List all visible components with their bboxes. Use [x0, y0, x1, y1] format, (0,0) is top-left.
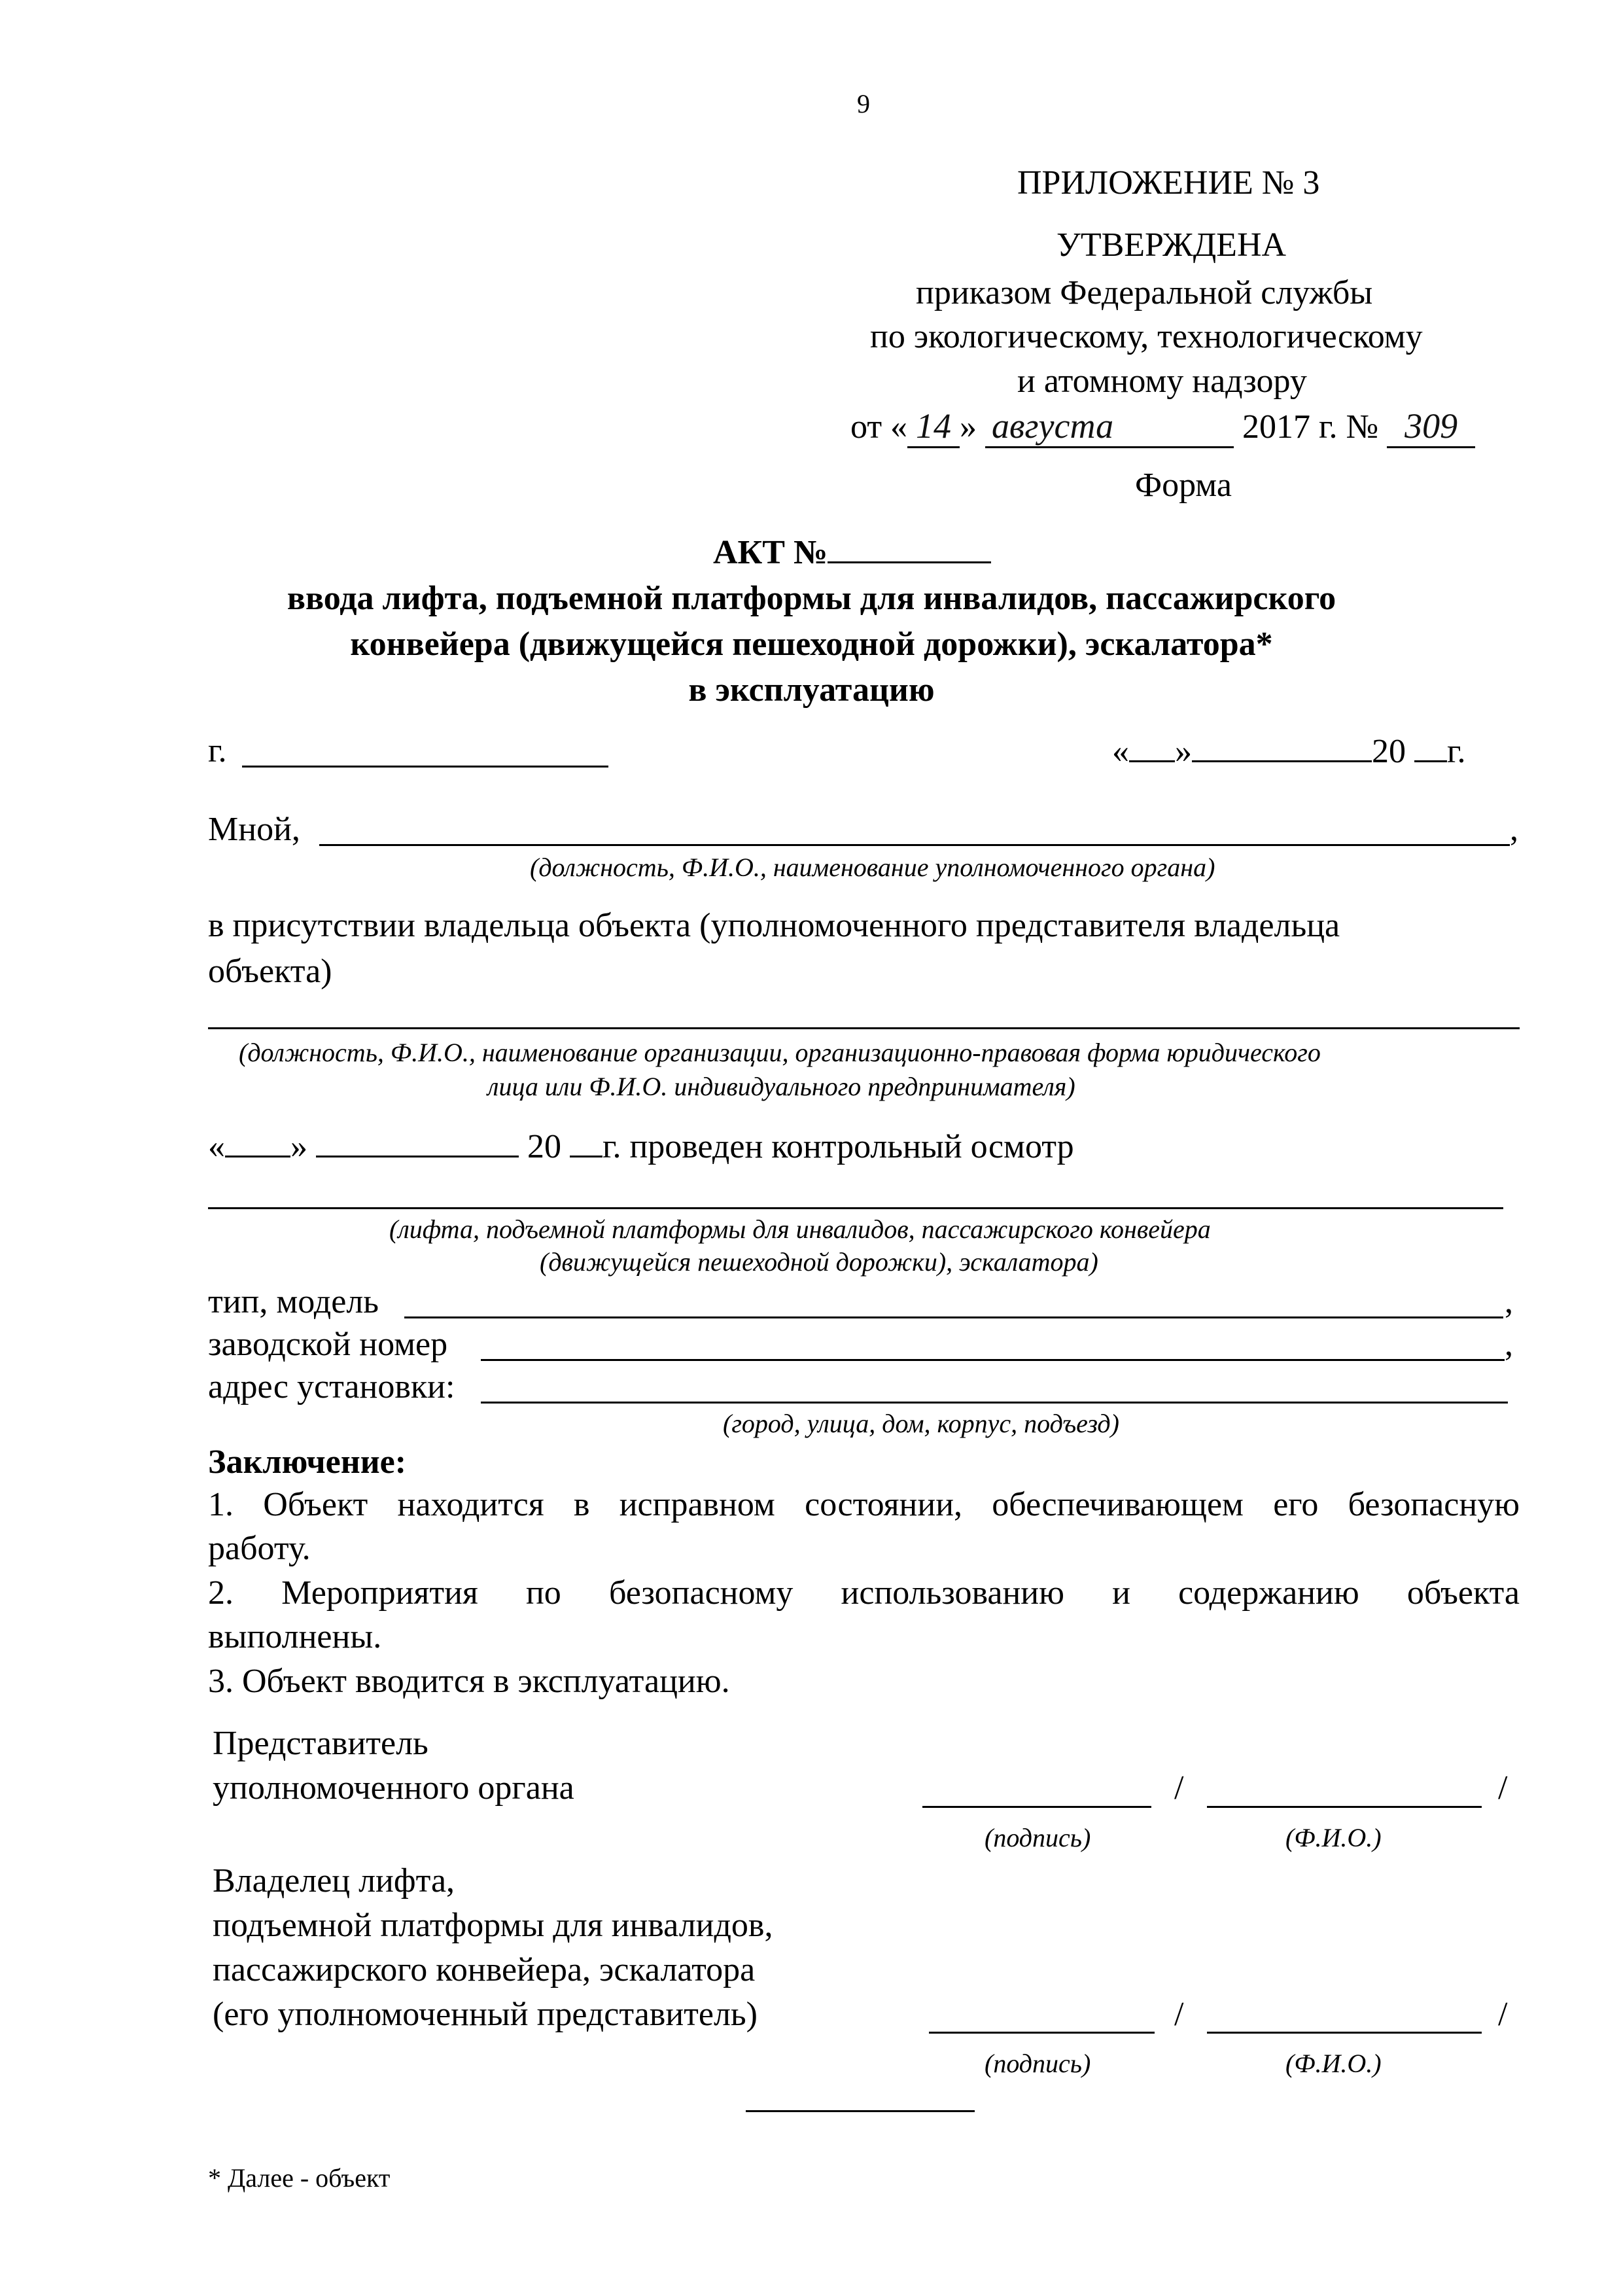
date-year-suffix: г.: [1447, 733, 1466, 770]
date-close: »: [1175, 733, 1192, 770]
serial-number-blank: [481, 1359, 1505, 1361]
representative-signature-caption: (подпись): [985, 1823, 1091, 1852]
owner-name-caption: (Ф.И.О.): [1285, 2049, 1382, 2078]
representative-line-1: Представитель: [213, 1725, 428, 1762]
by-me-label: Мной,: [208, 811, 300, 848]
act-title-line-3: в эксплуатацию: [688, 671, 935, 709]
serial-number-label: заводской номер: [208, 1326, 448, 1363]
order-year: 2017 г. №: [1242, 408, 1379, 446]
inspection-open: «: [208, 1128, 225, 1165]
owner-line-2: подъемной платформы для инвалидов,: [213, 1907, 773, 1944]
presence-blank: [208, 1027, 1520, 1029]
owner-line-3: пассажирского конвейера, эскалатора: [213, 1951, 756, 1988]
date-year-blank: [1414, 732, 1447, 762]
act-number-blank: [828, 535, 991, 563]
approval-line-1: приказом Федеральной службы: [916, 274, 1373, 311]
by-me-caption: (должность, Ф.И.О., наименование уполномоченного органа): [530, 853, 1215, 882]
presence-line-2: объекта): [208, 953, 332, 990]
representative-name-blank: [1207, 1806, 1482, 1808]
type-model-comma: ,: [1505, 1283, 1513, 1320]
type-model-label: тип, модель: [208, 1283, 379, 1320]
object-caption-2: (движущейся пешеходной дорожки), эскалатора): [540, 1247, 1098, 1277]
date-year-prefix: 20: [1372, 733, 1406, 770]
inspection-close: »: [290, 1128, 307, 1165]
approval-date-line: [850, 406, 1475, 448]
approval-line-3: и атомному надзору: [1017, 362, 1307, 400]
page-number: 9: [857, 89, 870, 118]
conclusion-item-1-line-1: 1. Объект находится в исправном состоянии, обеспечивающем его безопасную: [208, 1486, 1520, 1523]
owner-slash-2: /: [1498, 1996, 1508, 2033]
approval-line-2: по экологическому, технологическому: [870, 318, 1423, 355]
type-model-blank: [404, 1316, 1503, 1318]
by-me-blank: [319, 844, 1510, 846]
representative-name-caption: (Ф.И.О.): [1285, 1823, 1382, 1852]
conclusion-item-3: 3. Объект вводится в эксплуатацию.: [208, 1663, 730, 1700]
order-month: августа: [985, 406, 1234, 448]
representative-line-2: уполномоченного органа: [213, 1769, 574, 1807]
city-prefix: г.: [208, 732, 227, 769]
city-blank: [242, 766, 608, 768]
representative-signature-blank: [922, 1806, 1151, 1808]
date-open: «: [1112, 733, 1129, 770]
presence-caption-2: лица или Ф.И.О. индивидуального предпринимателя): [487, 1072, 1075, 1101]
inspection-year-blank: [570, 1127, 602, 1157]
owner-name-blank: [1207, 2032, 1482, 2034]
footnote: * Далее - объект: [208, 2163, 391, 2193]
presence-caption-1: (должность, Ф.И.О., наименование организации, организационно-правовая форма юридического: [239, 1038, 1321, 1067]
inspection-month-blank: [316, 1127, 519, 1157]
act-number-label: АКТ №: [713, 534, 828, 571]
footnote-separator: [746, 2110, 975, 2112]
act-title: [713, 533, 991, 573]
serial-number-comma: ,: [1505, 1326, 1513, 1363]
date-quote-close: »: [960, 408, 977, 446]
owner-slash-1: /: [1174, 1996, 1184, 2033]
owner-signature-caption: (подпись): [985, 2049, 1091, 2078]
conclusion-item-2-line-1: 2. Мероприятия по безопасному использованию и содержанию объекта: [208, 1574, 1520, 1612]
order-number: 309: [1387, 406, 1475, 448]
address-label: адрес установки:: [208, 1368, 455, 1405]
owner-line-4: (его уполномоченный представитель): [213, 1996, 758, 2033]
date-day-blank: [1129, 732, 1175, 762]
inspection-day-blank: [225, 1127, 290, 1157]
form-label: Форма: [1135, 467, 1232, 504]
representative-slash-2: /: [1498, 1769, 1508, 1807]
act-title-line-1: ввода лифта, подъемной платформы для инвалидов, пассажирского: [287, 580, 1336, 617]
conclusion-item-1-line-2: работу.: [208, 1530, 311, 1567]
approved-label: УТВЕРЖДЕНА: [1056, 226, 1287, 264]
object-blank: [208, 1207, 1503, 1209]
representative-slash-1: /: [1174, 1769, 1184, 1807]
object-caption-1: (лифта, подъемной платформы для инвалидов, пассажирского конвейера: [389, 1214, 1211, 1244]
address-caption: (город, улица, дом, корпус, подъезд): [723, 1409, 1119, 1438]
appendix-label: ПРИЛОЖЕНИЕ № 3: [1017, 164, 1320, 202]
by-me-comma: ,: [1510, 811, 1518, 848]
conclusion-item-2-line-2: выполнены.: [208, 1618, 382, 1655]
act-title-line-2: конвейера (движущейся пешеходной дорожки), эскалатора*: [350, 626, 1273, 663]
date-month-blank: [1192, 732, 1372, 762]
owner-line-1: Владелец лифта,: [213, 1862, 455, 1899]
inspection-line: [208, 1127, 1074, 1167]
date-prefix: от «: [850, 408, 908, 446]
date-line: [1112, 732, 1465, 771]
inspection-year-prefix: 20: [527, 1128, 561, 1165]
presence-line-1: в присутствии владельца объекта (уполномоченного представителя владельца: [208, 907, 1340, 944]
owner-signature-blank: [929, 2032, 1155, 2034]
conclusion-heading: Заключение:: [208, 1443, 407, 1481]
inspection-text: г. проведен контрольный осмотр: [602, 1128, 1074, 1165]
address-blank: [481, 1402, 1508, 1404]
order-day: 14: [907, 406, 960, 448]
